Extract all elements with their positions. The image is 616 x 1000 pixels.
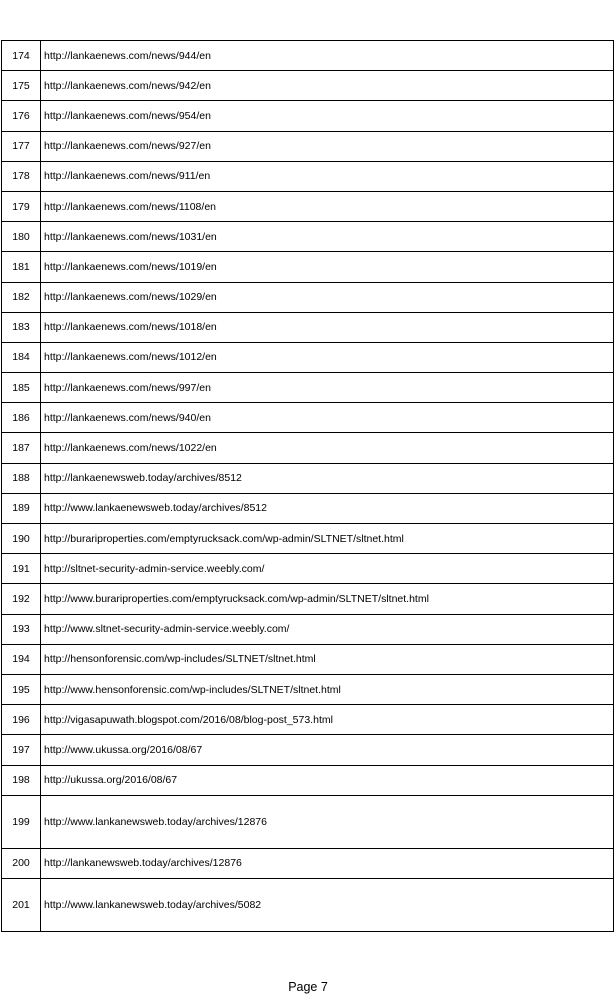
row-number: 184	[2, 342, 41, 372]
row-url: http://lankaenews.com/news/1012/en	[41, 342, 614, 372]
row-url: http://lankaenews.com/news/1019/en	[41, 252, 614, 282]
row-number: 186	[2, 403, 41, 433]
row-number: 193	[2, 614, 41, 644]
row-url: http://ukussa.org/2016/08/67	[41, 765, 614, 795]
row-url: http://hensonforensic.com/wp-includes/SLTNET/sltnet.html	[41, 644, 614, 674]
table-row	[2, 848, 614, 878]
row-url: http://lankaenews.com/news/1029/en	[41, 282, 614, 312]
row-url: http://lankaenewsweb.today/archives/8512	[41, 463, 614, 493]
row-number: 192	[2, 584, 41, 614]
row-number: 198	[2, 765, 41, 795]
table-row	[2, 131, 614, 161]
row-url: http://www.sltnet-security-admin-service.weebly.com/	[41, 614, 614, 644]
table-row	[2, 252, 614, 282]
table-row	[2, 735, 614, 765]
row-url: http://www.burariproperties.com/emptyrucksack.com/wp-admin/SLTNET/sltnet.html	[41, 584, 614, 614]
table-row	[2, 41, 614, 71]
table-row	[2, 795, 614, 848]
table-row	[2, 644, 614, 674]
table-row	[2, 403, 614, 433]
row-url: http://lankaenews.com/news/1031/en	[41, 222, 614, 252]
row-url: http://lankaenews.com/news/944/en	[41, 41, 614, 71]
row-number: 196	[2, 705, 41, 735]
row-url: http://lankaenews.com/news/997/en	[41, 373, 614, 403]
row-url: http://www.lankanewsweb.today/archives/5082	[41, 878, 614, 931]
row-url: http://www.lankanewsweb.today/archives/12876	[41, 795, 614, 848]
row-url: http://lankaenews.com/news/940/en	[41, 403, 614, 433]
table-row	[2, 705, 614, 735]
table-row	[2, 191, 614, 221]
table-row	[2, 554, 614, 584]
row-number: 180	[2, 222, 41, 252]
row-number: 174	[2, 41, 41, 71]
row-url: http://lankaenews.com/news/942/en	[41, 71, 614, 101]
row-number: 189	[2, 493, 41, 523]
row-number: 176	[2, 101, 41, 131]
table-row	[2, 614, 614, 644]
table-row	[2, 493, 614, 523]
row-url: http://lankaenews.com/news/954/en	[41, 101, 614, 131]
row-url: http://lankaenews.com/news/911/en	[41, 161, 614, 191]
row-number: 182	[2, 282, 41, 312]
row-number: 185	[2, 373, 41, 403]
row-number: 201	[2, 878, 41, 931]
row-url: http://lankaenews.com/news/1022/en	[41, 433, 614, 463]
row-number: 175	[2, 71, 41, 101]
row-number: 177	[2, 131, 41, 161]
table-row	[2, 373, 614, 403]
table-row	[2, 765, 614, 795]
row-number: 199	[2, 795, 41, 848]
row-number: 183	[2, 312, 41, 342]
row-number: 187	[2, 433, 41, 463]
url-table-body	[2, 41, 614, 932]
table-row	[2, 312, 614, 342]
table-row	[2, 71, 614, 101]
row-url: http://www.hensonforensic.com/wp-includes/SLTNET/sltnet.html	[41, 674, 614, 704]
table-row	[2, 161, 614, 191]
row-url: http://lankaenews.com/news/1108/en	[41, 191, 614, 221]
row-url: http://vigasapuwath.blogspot.com/2016/08/blog-post_573.html	[41, 705, 614, 735]
row-url: http://lankaenews.com/news/927/en	[41, 131, 614, 161]
table-row	[2, 101, 614, 131]
row-url: http://lankanewsweb.today/archives/12876	[41, 848, 614, 878]
table-row	[2, 282, 614, 312]
row-number: 188	[2, 463, 41, 493]
table-row	[2, 674, 614, 704]
row-url: http://burariproperties.com/emptyrucksack.com/wp-admin/SLTNET/sltnet.html	[41, 524, 614, 554]
table-row	[2, 463, 614, 493]
row-url: http://www.ukussa.org/2016/08/67	[41, 735, 614, 765]
row-number: 195	[2, 674, 41, 704]
row-number: 190	[2, 524, 41, 554]
table-row	[2, 433, 614, 463]
row-number: 197	[2, 735, 41, 765]
row-number: 191	[2, 554, 41, 584]
table-row	[2, 584, 614, 614]
row-url: http://www.lankaenewsweb.today/archives/8512	[41, 493, 614, 523]
row-url: http://sltnet-security-admin-service.weebly.com/	[41, 554, 614, 584]
url-table	[1, 40, 614, 932]
row-url: http://lankaenews.com/news/1018/en	[41, 312, 614, 342]
table-row	[2, 524, 614, 554]
row-number: 200	[2, 848, 41, 878]
row-number: 194	[2, 644, 41, 674]
row-number: 181	[2, 252, 41, 282]
row-number: 178	[2, 161, 41, 191]
page-number: Page 7	[288, 980, 328, 994]
table-row	[2, 878, 614, 931]
table-row	[2, 342, 614, 372]
row-number: 179	[2, 191, 41, 221]
table-row	[2, 222, 614, 252]
